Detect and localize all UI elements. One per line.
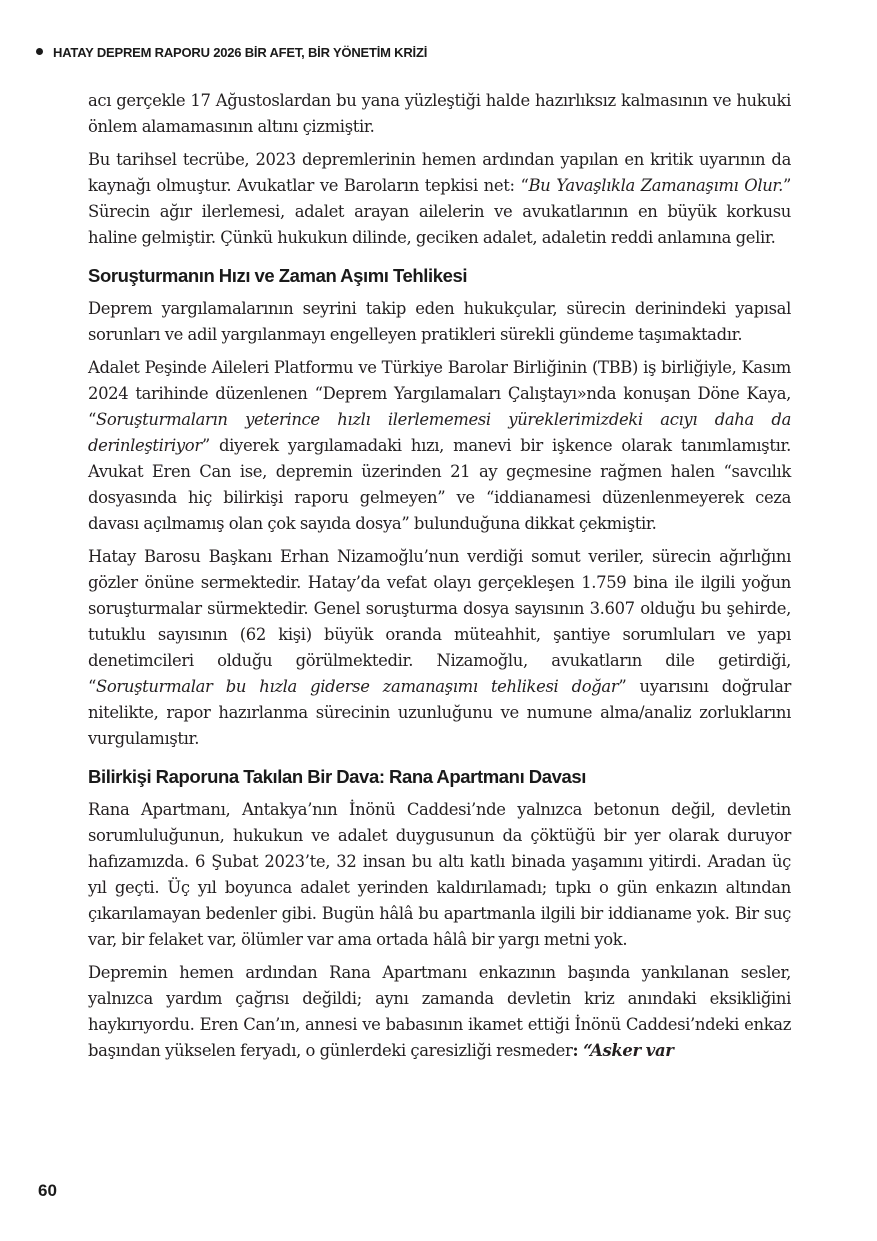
paragraph (88, 88, 791, 140)
text-run: Deprem yargılamalarının seyrini takip eden hukukçular, sürecin derinindeki yapısal sorunları ve adil yargılanmayı engelleyen pratikleri sürekli gündeme taşımaktadır. (88, 299, 791, 344)
emphasis-text: Bu Yavaşlıkla Zamanaşımı Olur. (528, 176, 783, 195)
text-run: Bu tarihsel tecrübe, 2023 depremlerinin hemen ardından yapılan en kritik uyarının da kaynağı olmuştur. Avukatlar ve Baroların tepkisi net: “ (88, 150, 791, 195)
text-run: Depremin hemen ardından Rana Apartmanı enkazının başında yankılanan sesler, yalnızca yardım çağrısı değildi; aynı zamanda devletin kriz anındaki eksikliğini haykırıyordu. Eren Can’ın, annesi ve babasının ikamet ettiği İnönü Caddesi’ndeki enkaz başından yükselen feryadı, o günlerdeki çaresizliği resmeder (88, 963, 791, 1060)
paragraph (88, 960, 791, 1064)
paragraph (88, 544, 791, 752)
text-run: acı gerçekle 17 Ağustoslardan bu yana yüzleştiği halde hazırlıksız kalmasının ve hukuki önlem alamamasının altını çizmiştir. (88, 91, 791, 136)
paragraph (88, 147, 791, 251)
running-header-title: HATAY DEPREM RAPORU 2026 BİR AFET, BİR YÖNETİM KRİZİ (53, 45, 428, 60)
text-run: ” diyerek yargılamadaki hızı, manevi bir işkence olarak tanımlamıştır. Avukat Eren Can ise, depremin üzerinden 21 ay geçmesine rağmen halen “savcılık dosyasında hiç bilirkişi raporu gelmeyen” ve “iddianamesi düzenlenmeyerek ceza davası açılmamış olan çok sayıda dosya” bulunduğuna dikkat çekmiştir. (88, 436, 791, 533)
paragraph (88, 355, 791, 537)
paragraph (88, 797, 791, 953)
page-number: 60 (38, 1181, 57, 1200)
body-text (88, 88, 791, 1071)
text-run: ” uyarısını doğrular nitelikte, rapor hazırlanma sürecinin uzunluğunu ve numune alma/analiz zorluklarını vurgulamıştır. (88, 677, 791, 748)
text-run: Hatay Barosu Başkanı Erhan Nizamoğlu’nun verdiği somut veriler, sürecin ağırlığını gözler önüne sermektedir. Hatay’da vefat olayı gerçekleşen 1.759 bina ile ilgili yoğun soruşturmalar sürmektedir. Genel soruşturma dosya sayısının 3.607 olduğu bu şehirde, tutuklu sayısının (62 kişi) büyük oranda müteahhit, şantiye sorumluları ve yapı denetimcileri olduğu görülmektedir. Nizamoğlu, avukatların dile getirdiği, “ (88, 547, 791, 696)
emphasis-text: Soruşturmaların yeterince hızlı ilerlememesi yüreklerimizdeki acıyı daha da derinleştiriyor (88, 410, 791, 455)
section-heading: Soruşturmanın Hızı ve Zaman Aşımı Tehlikesi (88, 265, 468, 286)
running-header (36, 45, 427, 60)
text-run: ” Sürecin ağır ilerlemesi, adalet arayan ailelerin ve avukatlarının en büyük korkusu haline gelmiştir. Çünkü hukukun dilinde, geciken adalet, adaletin reddi anlamına gelir. (88, 176, 791, 247)
emphasis-text: Soruşturmalar bu hızla giderse zamanaşımı tehlikesi doğar (96, 677, 619, 696)
text-run: Adalet Peşinde Aileleri Platformu ve Türkiye Barolar Birliğinin (TBB) iş birliğiyle, Kasım 2024 tarihinde düzenlenen “Deprem Yargılamaları Çalıştayı»nda konuşan Döne Kaya, “ (88, 358, 791, 429)
emphasis-text: : (572, 1041, 584, 1060)
paragraph (88, 296, 791, 348)
emphasis-text: “Asker var (583, 1041, 674, 1060)
section-heading: Bilirkişi Raporuna Takılan Bir Dava: Rana Apartmanı Davası (88, 766, 587, 787)
bullet-icon (36, 48, 43, 55)
text-run: Rana Apartmanı, Antakya’nın İnönü Caddesi’nde yalnızca betonun değil, devletin sorumluluğunun, hukukun ve adalet duygusunun da çöktüğü bir yer olarak duruyor hafızamızda. 6 Şubat 2023’te, 32 insan bu altı katlı binada yaşamını yitirdi. Aradan üç yıl geçti. Üç yıl boyunca adalet yerinden kaldırılamadı; tıpkı o gün enkazın altından çıkarılamayan bedenler gibi. Bugün hâlâ bu apartmanla ilgili bir iddianame yok. Bir suç var, bir felaket var, ölümler var ama ortada hâlâ bir yargı metni yok. (88, 800, 791, 949)
